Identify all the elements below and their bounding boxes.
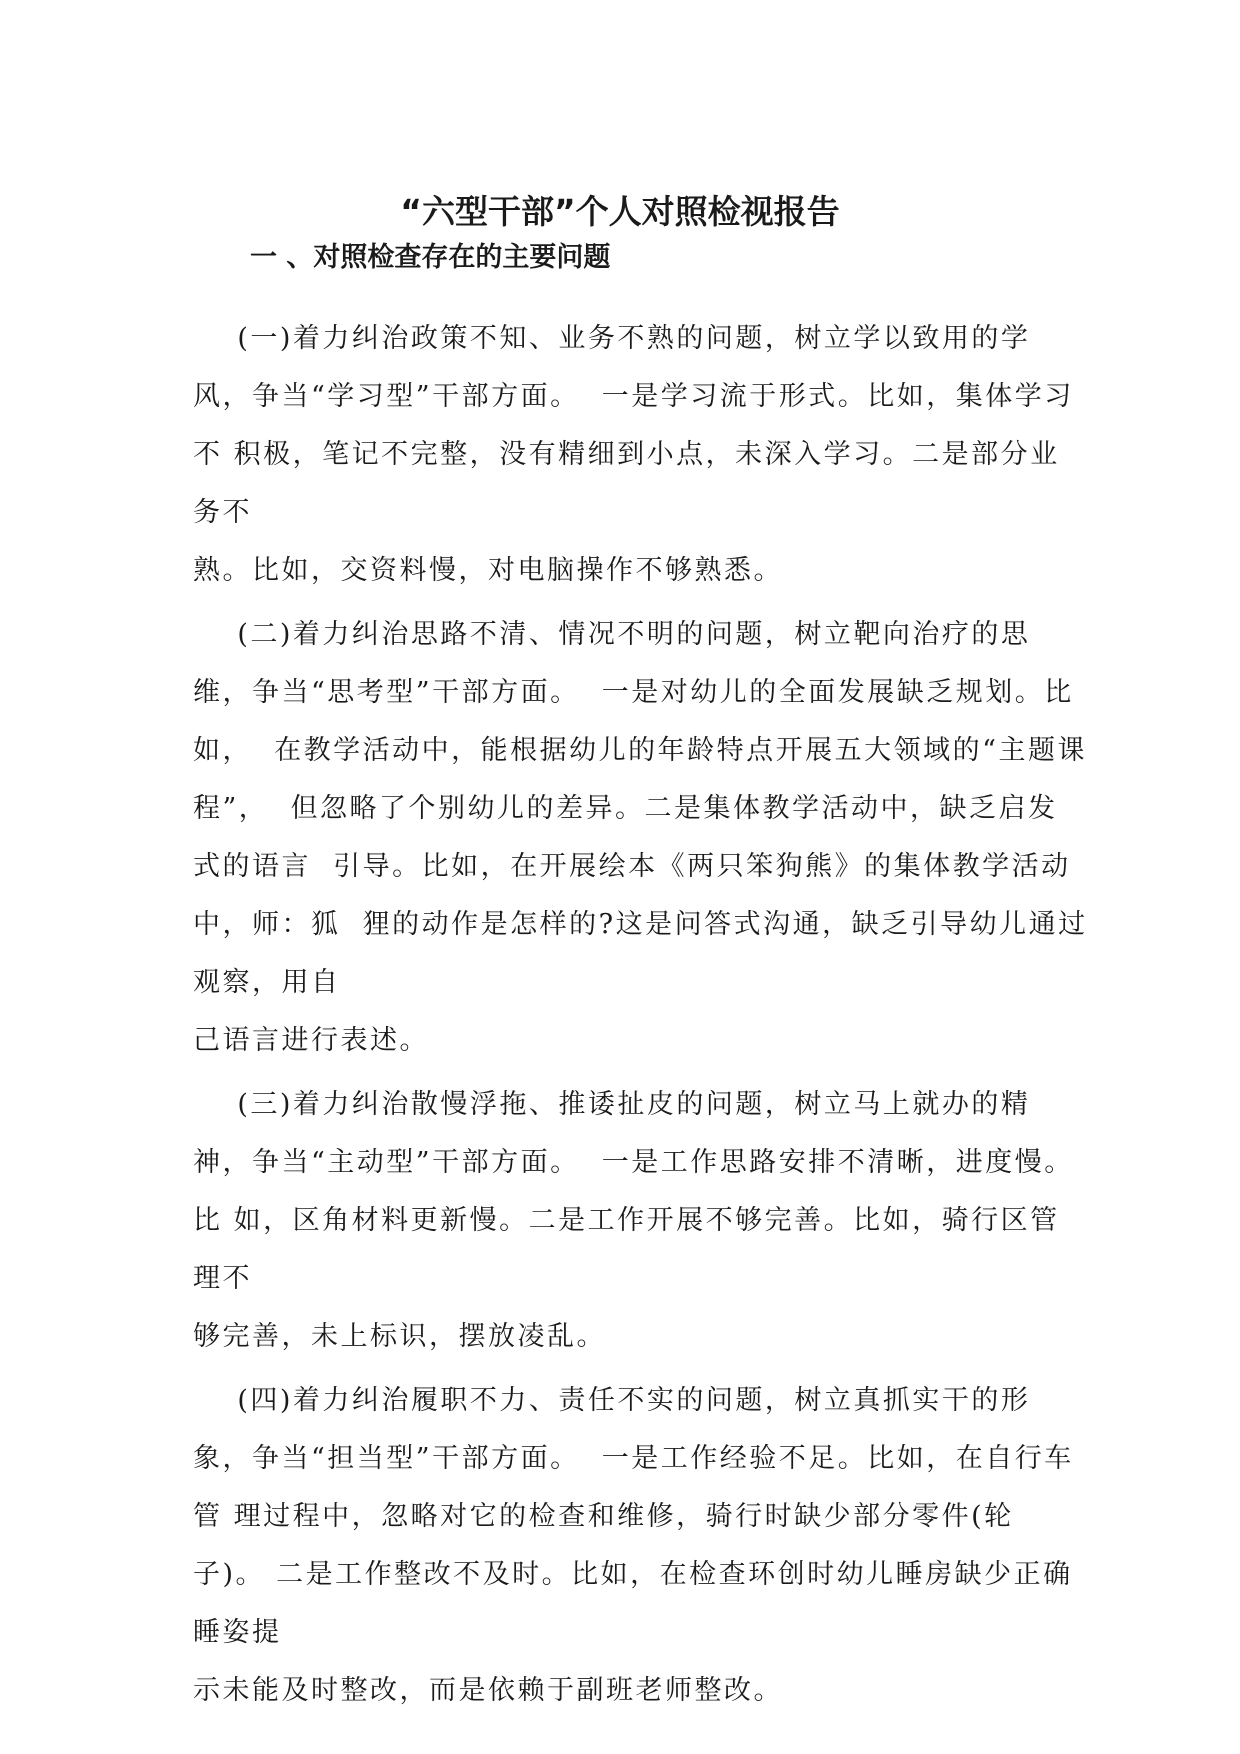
paragraph-line: 够完善，未上标识，摆放凌乱。 bbox=[193, 1321, 606, 1352]
paragraph bbox=[193, 1076, 1073, 1366]
paragraph-line: 维，争当“思考型”干部方面。 一是对幼儿的全面发展缺乏规划。比 bbox=[193, 677, 1074, 708]
paragraph-line: 理不 bbox=[193, 1263, 252, 1294]
paragraph-line: 风，争当“学习型”干部方面。 一是学习流于形式。比如，集体学习 bbox=[193, 381, 1074, 412]
paragraph-line: 象，争当“担当型”干部方面。 一是工作经验不足。比如，在自行车 bbox=[193, 1443, 1074, 1474]
paragraph-line: 中，师：狐 狸的动作是怎样的?这是问答式沟通，缺乏引导幼儿通过 bbox=[193, 909, 1088, 940]
paragraph bbox=[193, 606, 1088, 1070]
section-heading: 一 、对照检查存在的主要问题 bbox=[250, 242, 611, 273]
paragraph-line: 如， 在教学活动中，能根据幼儿的年龄特点开展五大领域的“主题课 bbox=[193, 735, 1087, 766]
document-title: “六型干部”个人对照检视报告 bbox=[400, 192, 840, 231]
document-body bbox=[193, 310, 1088, 1726]
paragraph-line: 睡姿提 bbox=[193, 1617, 282, 1648]
paragraph-line: 程”， 但忽略了个别幼儿的差异。二是集体教学活动中，缺乏启发 bbox=[193, 793, 1058, 824]
paragraph-line: (二)着力纠治思路不清、情况不明的问题，树立靶向治疗的思 bbox=[193, 619, 1031, 650]
paragraph-line: 神，争当“主动型”干部方面。 一是工作思路安排不清晰，进度慢。 bbox=[193, 1147, 1074, 1178]
paragraph-line: 子)。 二是工作整改不及时。比如，在检查环创时幼儿睡房缺少正确 bbox=[193, 1559, 1073, 1590]
paragraph bbox=[193, 1372, 1073, 1720]
paragraph-line: 务不 bbox=[193, 497, 252, 528]
paragraph-line: 比 如，区角材料更新慢。二是工作开展不够完善。比如，骑行区管 bbox=[193, 1205, 1060, 1236]
paragraph-line: (三)着力纠治散慢浮拖、推诿扯皮的问题，树立马上就办的精 bbox=[193, 1089, 1031, 1120]
paragraph-line: 管 理过程中，忽略对它的检查和维修，骑行时缺少部分零件(轮 bbox=[193, 1501, 1014, 1532]
paragraph-line: 己语言进行表述。 bbox=[193, 1025, 429, 1056]
paragraph-line: 熟。比如，交资料慢，对电脑操作不够熟悉。 bbox=[193, 555, 783, 586]
paragraph-line: 不 积极，笔记不完整，没有精细到小点，未深入学习。二是部分业 bbox=[193, 439, 1060, 470]
paragraph-line: 示未能及时整改，而是依赖于副班老师整改。 bbox=[193, 1675, 783, 1706]
paragraph-line: (一)着力纠治政策不知、业务不熟的问题，树立学以致用的学 bbox=[193, 323, 1031, 354]
paragraph-line: (四)着力纠治履职不力、责任不实的问题，树立真抓实干的形 bbox=[193, 1385, 1031, 1416]
paragraph bbox=[193, 310, 1073, 600]
paragraph-line: 观察，用自 bbox=[193, 967, 341, 998]
paragraph-line: 式的语言 引导。比如，在开展绘本《两只笨狗熊》的集体教学活动 bbox=[193, 851, 1071, 882]
